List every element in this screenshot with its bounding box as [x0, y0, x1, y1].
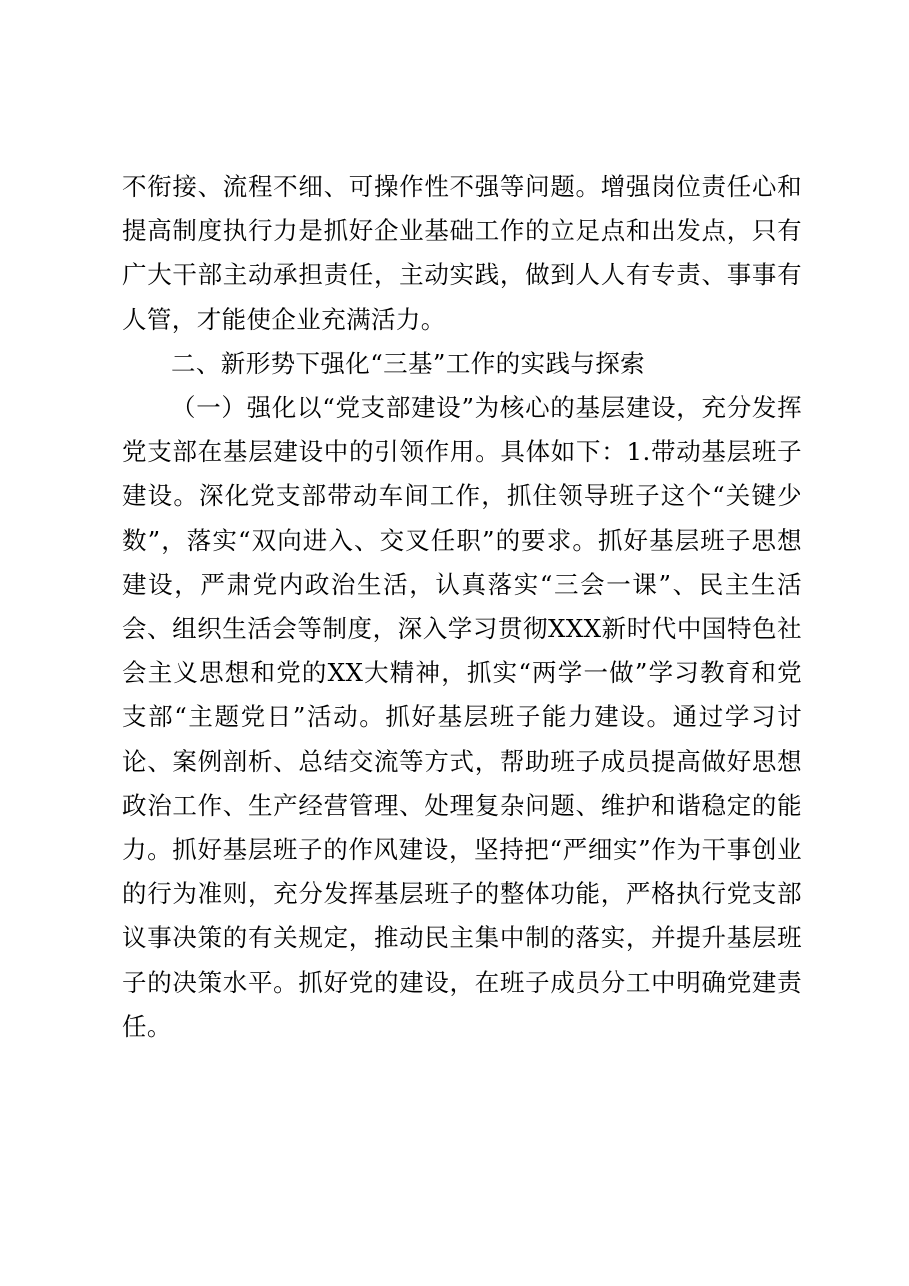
document-body: [122, 165, 802, 1049]
section-heading: 二、新形势下强化“三基”工作的实践与探索: [171, 348, 646, 378]
paragraph-continued: 不衔接、流程不细、可操作性不强等问题。增强岗位责任心和提高制度执行力是抓好企业基础工作的立足点和出发点，只有广大干部主动承担责任，主动实践，做到人人有专责、事事有人管，才能使企业充满活力。: [122, 172, 802, 334]
paragraph-subsection-1: （一）强化以“党支部建设”为核心的基层建设，充分发挥党支部在基层建设中的引领作用。具体如下：1.带动基层班子建设。深化党支部带动车间工作，抓住领导班子这个“关键少数”，落实“双向进入、交叉任职”的要求。抓好基层班子思想建设，严肃党内政治生活，认真落实“三会一课”、民主生活会、组织生活会等制度，深入学习贯彻XXX新时代中国特色社会主义思想和党的XX大精神，抓实“两学一做”学习教育和党支部“主题党日”活动。抓好基层班子能力建设。通过学习讨论、案例剖析、总结交流等方式，帮助班子成员提高做好思想政治工作、生产经营管理、处理复杂问题、维护和谐稳定的能力。抓好基层班子的作风建设，坚持把“严细实”作为干事创业的行为准则，充分发挥基层班子的整体功能，严格执行党支部议事决策的有关规定，推动民主集中制的落实，并提升基层班子的决策水平。抓好党的建设，在班子成员分工中明确党建责任。: [122, 393, 802, 1041]
